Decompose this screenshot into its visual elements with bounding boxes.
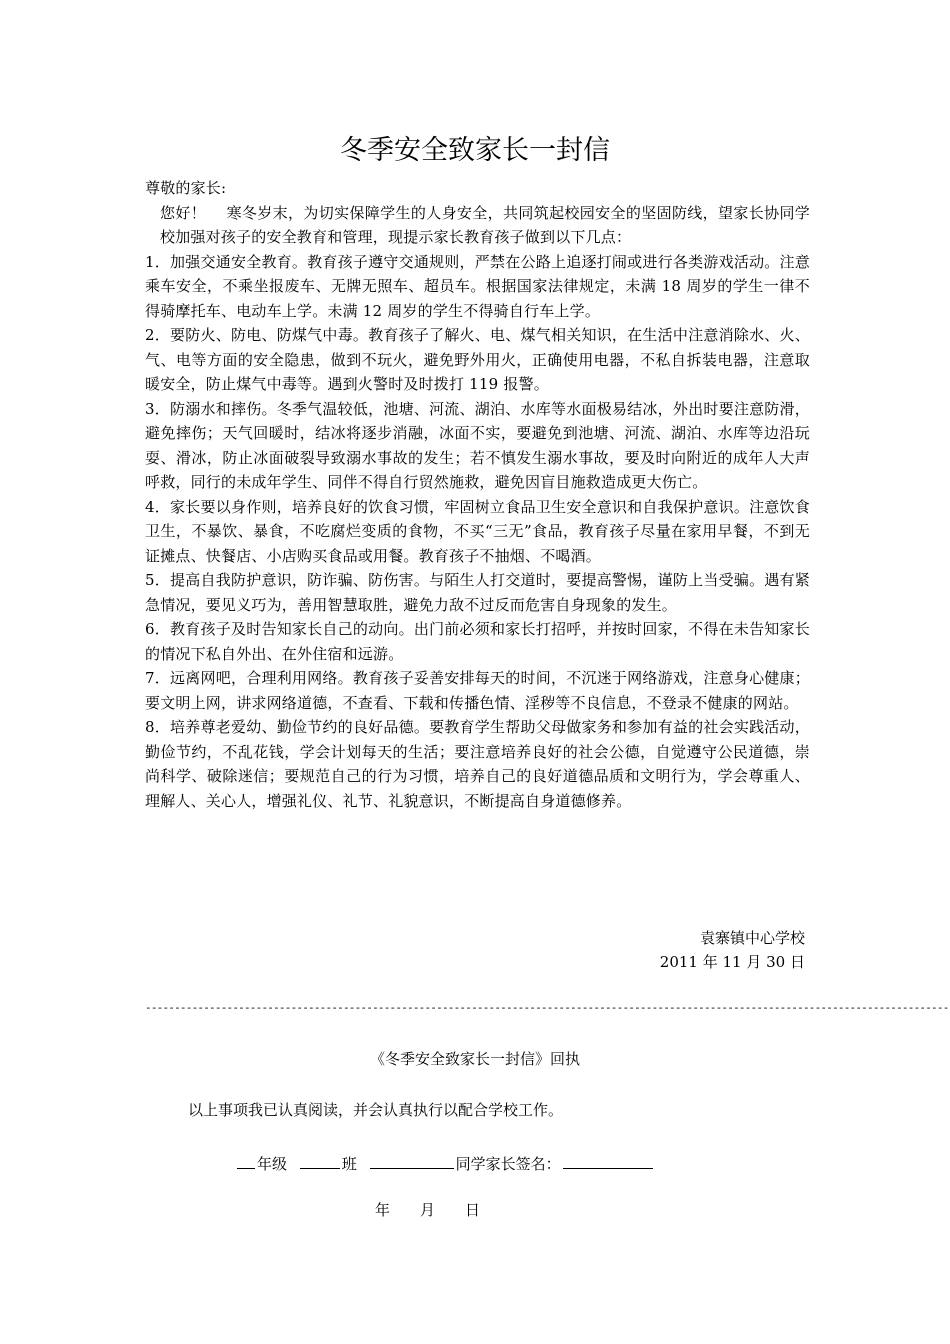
safety-item-6: 6．教育孩子及时告知家长自己的动向。出门前必须和家长打招呼，并按时回家，不得在未告知家长的情况下私自外出、在外住宿和远游。 [145, 620, 810, 663]
receipt-statement: 以上事项我已认真阅读，并会认真执行以配合学校工作。 [188, 1101, 564, 1119]
school-name: 袁寨镇中心学校 [699, 929, 805, 947]
cut-line-divider: ------------------------------------------------------------------------------------------------------------------------------------------ [145, 1001, 949, 1014]
month-label: 月 [420, 1201, 436, 1219]
letter-date: 2011 年 11 月 30 日 [659, 953, 805, 971]
grade-label: 年级 [257, 1155, 288, 1173]
receipt-date-line [375, 1198, 480, 1222]
safety-item-5: 5．提高自我防护意识，防诈骗、防伤害。与陌生人打交道时，要提高警惕，谨防上当受骗。遇有紧急情况，要见义巧为，善用智慧取胜，避免力敌不过反而危害自身现象的发生。 [145, 571, 810, 614]
parent-signature-blank[interactable] [563, 1150, 653, 1169]
year-label: 年 [375, 1201, 391, 1219]
safety-item-7: 7．远离网吧，合理利用网络。教育孩子妥善安排每天的时间，不沉迷于网络游戏，注意身心健康；要文明上网，讲求网络道德，不查看、下载和传播色情、淫秽等不良信息，不登录不健康的网站。 [145, 669, 810, 712]
class-blank[interactable] [300, 1150, 340, 1169]
receipt-fill-line [235, 1150, 655, 1176]
greeting-paragraph: 您好！ 寒冬岁末，为切实保障学生的人身安全，共同筑起校园安全的坚固防线，望家长协同学校加强对孩子的安全教育和管理，现提示家长教育孩子做到以下几点： [160, 203, 810, 246]
letter-body [145, 176, 810, 813]
safety-item-2: 2．要防火、防电、防煤气中毒。教育孩子了解火、电、煤气相关知识，在生活中注意消除水、火、气、电等方面的安全隐患，做到不玩火，避免野外用火，正确使用电器，不私自拆装电器，注意取暖安全，防止煤气中毒等。遇到火警时及时拨打 119 报警。 [145, 326, 810, 393]
safety-item-3: 3．防溺水和摔伤。冬季气温较低，池塘、河流、湖泊、水库等水面极易结冰，外出时要注意防滑，避免摔伤；天气回暖时，结冰将逐步消融，冰面不实，要避免到池塘、河流、湖泊、水库等边沿玩耍、滑冰，防止冰面破裂导致溺水事故的发生；若不慎发生溺水事故，要及时向附近的成年人大声呼救，同行的未成年学生、同伴不得自行贸然施救，避免因盲目施救造成更大伤亡。 [145, 399, 810, 491]
salutation: 尊敬的家长: [145, 179, 227, 197]
safety-item-8: 8．培养尊老爱幼、勤俭节约的良好品德。要教育学生帮助父母做家务和参加有益的社会实践活动，勤俭节约，不乱花钱，学会计划每天的生活；要注意培养良好的社会公德，自觉遵守公民道德，崇尚科学、破除迷信；要规范自己的行为习惯，培养自己的良好道德品质和文明行为，学会尊重人、理解人、关心人，增强礼仪、礼节、礼貌意识，不断提高自身道德修养。 [145, 718, 810, 810]
safety-item-4: 4．家长要以身作则，培养良好的饮食习惯，牢固树立食品卫生安全意识和自我保护意识。注意饮食卫生，不暴饮、暴食，不吃腐烂变质的食物，不买“三无”食品，教育孩子尽量在家用早餐，不到无证摊点、快餐店、小店购买食品或用餐。教育孩子不抽烟、不喝酒。 [145, 497, 810, 565]
safety-item-1: 1．加强交通安全教育。教育孩子遵守交通规则，严禁在公路上追逐打闹或进行各类游戏活动。注意乘车安全，不乘坐报废车、无牌无照车、超员车。根据国家法律规定，未满 18 周岁的学生一律不得骑摩托车、电动车上学。未满 12 周岁的学生不得骑自行车上学。 [145, 252, 810, 320]
grade-blank[interactable] [237, 1150, 255, 1169]
day-label: 日 [465, 1201, 481, 1219]
letter-title: 冬季安全致家长一封信 [340, 135, 610, 166]
receipt-title: 《冬季安全致家长一封信》回执 [369, 1050, 580, 1068]
parent-sign-label: 同学家长签名： [455, 1155, 561, 1173]
class-label: 班 [341, 1155, 357, 1173]
signature-block [660, 926, 805, 974]
student-name-blank[interactable] [370, 1150, 454, 1169]
